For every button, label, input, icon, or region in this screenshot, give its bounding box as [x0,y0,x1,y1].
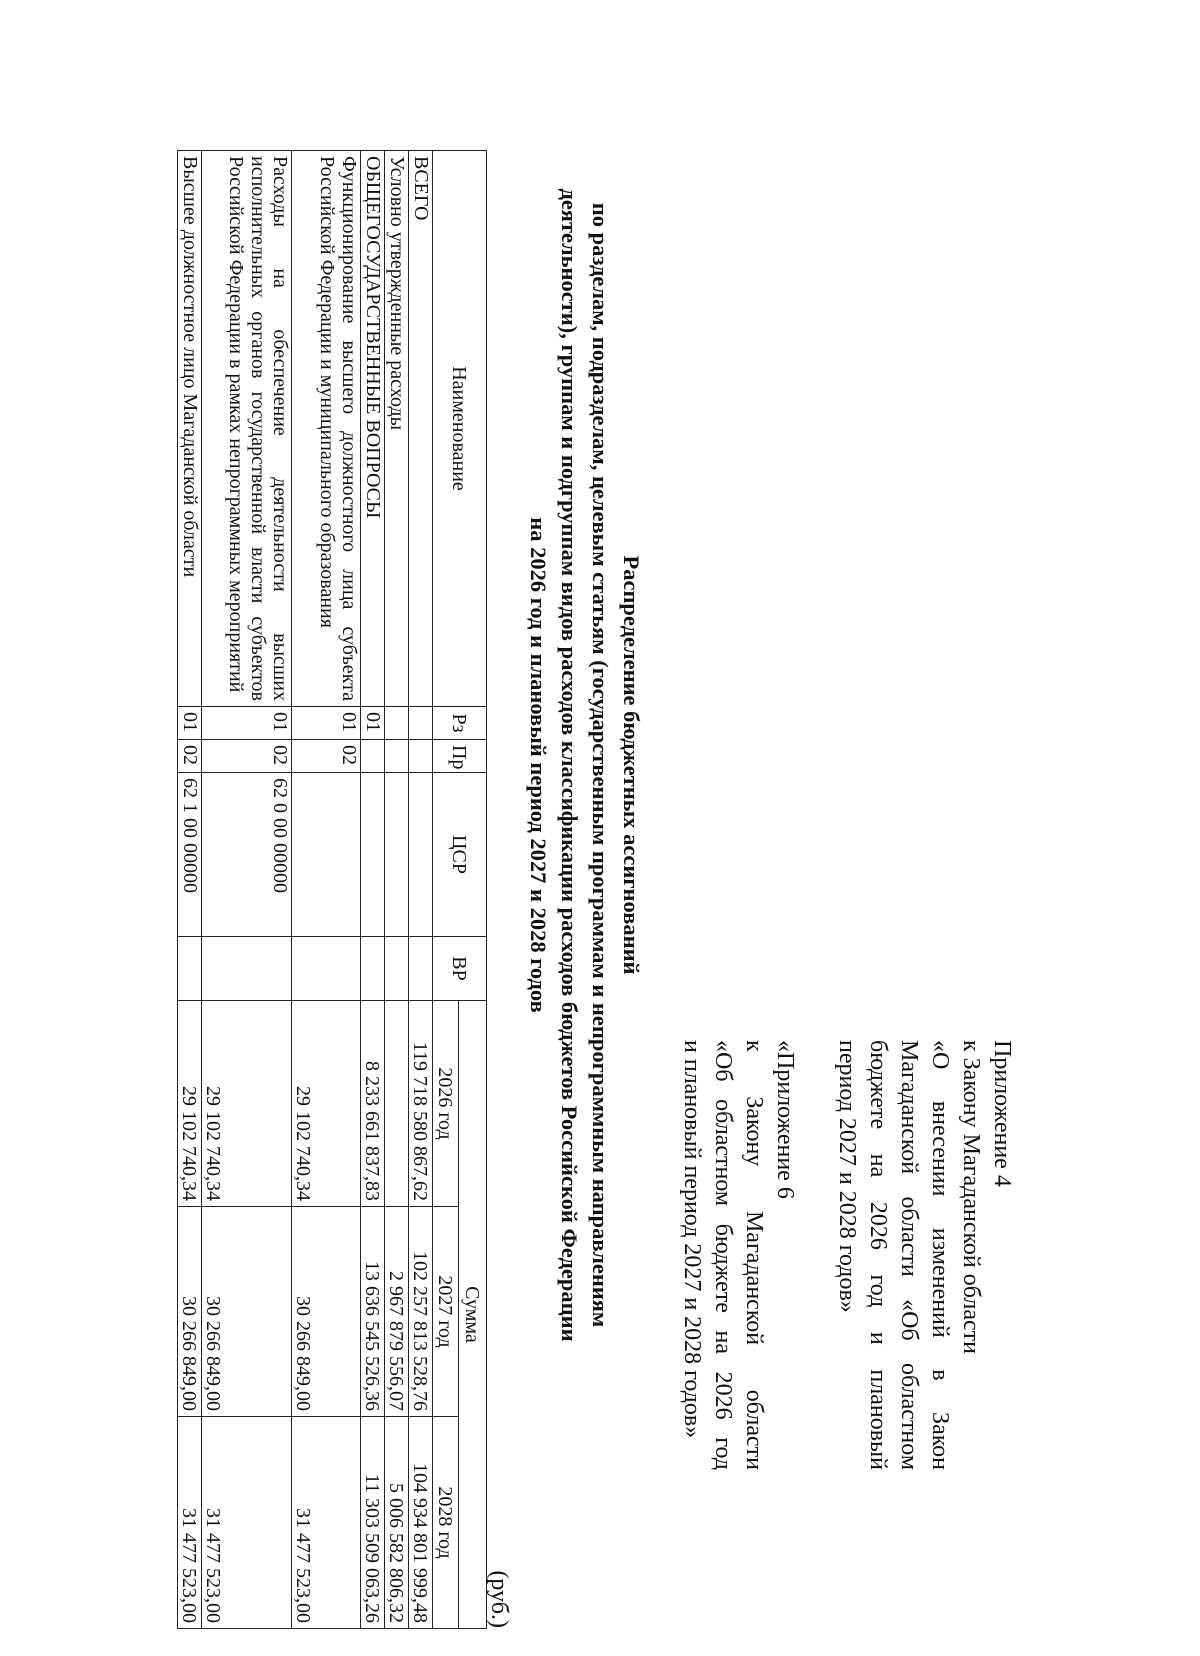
title-line-4: на 2026 год и плановый период 2027 и 2028 годов [526,517,551,1013]
row-rz: 01 [361,707,385,740]
header-2027: 2027 год [433,1207,459,1417]
row-csr: 62 1 00 00000 [178,773,202,937]
appendix-6-line: к Закону Магаданской области [741,1040,767,1470]
row-csr [409,773,433,937]
row-2028: 104 934 801 999,48 [409,1417,433,1629]
row-pr: 02 [178,740,202,773]
table-row [292,151,361,1629]
header-sum: Сумма [459,1001,487,1629]
table-row [385,151,409,1629]
appendix-6-line: «Об областном бюджете на 2026 год [710,1040,736,1470]
row-csr: 62 0 00 00000 [202,773,292,937]
header-pr: Пр [433,740,487,773]
header-2026: 2026 год [433,1001,459,1207]
table-row [361,151,385,1629]
row-2028: 5 006 582 806,32 [385,1417,409,1629]
appendix-6-block [676,1040,800,1470]
title-line-3: деятельности), группам и подгруппам видов расходов классификации расходов бюджетов Российской Федерации [557,188,582,1342]
row-name: ОБЩЕГОСУДАРСТВЕННЫЕ ВОПРОСЫ [361,151,385,707]
header-vr: ВР [433,937,487,1001]
row-2027: 30 266 849,00 [178,1207,202,1417]
row-rz [385,707,409,740]
row-2026: 8 233 661 837,83 [361,1001,385,1207]
table-row [178,151,202,1629]
row-name: Высшее должностное лицо Магаданской области [178,151,202,707]
appendix-4-line: «О внесении изменений в Закон [927,1040,953,1470]
row-vr [361,937,385,1001]
appendix-4-line: период 2027 и 2028 годов» [834,1040,860,1313]
table-row [202,151,292,1629]
row-name: Условно утвержденные расходы [385,151,409,707]
row-vr [385,937,409,1001]
row-rz: 01 [292,707,361,740]
appendix-6-line: «Приложение 6 [772,1040,798,1199]
row-pr: 02 [202,740,292,773]
row-vr [178,937,202,1001]
document-title [523,175,647,1355]
row-csr [385,773,409,937]
row-csr [361,773,385,937]
row-2028: 31 477 523,00 [178,1417,202,1629]
row-name: Функционирование высшего должностного лица субъекта Российской Федерации и муниципального образования [292,151,361,707]
row-2027: 30 266 849,00 [202,1207,292,1417]
row-2027: 13 636 545 526,36 [361,1207,385,1417]
appendix-4-block [831,1040,1017,1470]
row-vr [292,937,361,1001]
budget-table [177,150,487,1629]
row-rz: 01 [202,707,292,740]
row-2028: 11 303 509 063,26 [361,1417,385,1629]
row-2026: 29 102 740,34 [202,1001,292,1207]
title-line-1: Распределение бюджетных ассигнований [619,555,644,975]
row-rz [409,707,433,740]
row-2026 [385,1001,409,1207]
row-2027: 2 967 879 556,07 [385,1207,409,1417]
appendix-4-line: Приложение 4 [989,1040,1015,1187]
row-name: ВСЕГО [409,151,433,707]
row-2026: 119 718 580 867,62 [409,1001,433,1207]
appendix-4-line: Магаданской области «Об областном [896,1040,922,1470]
row-2028: 31 477 523,00 [292,1417,361,1629]
row-name: Расходы на обеспечение деятельности высших исполнительных органов государственной власти субъектов Российской Федерации в рамках непрограммных мероприятий [202,151,292,707]
row-vr [202,937,292,1001]
row-2026: 29 102 740,34 [178,1001,202,1207]
row-pr [361,740,385,773]
row-2026: 29 102 740,34 [292,1001,361,1207]
header-2028: 2028 год [433,1417,459,1629]
row-csr [292,773,361,937]
title-line-2: по разделам, подразделам, целевым статьям (государственным программам и непрограммным направлениям [588,202,613,1328]
row-vr [409,937,433,1001]
appendix-4-line: к Закону Магаданской области [958,1040,984,1354]
row-2027: 30 266 849,00 [292,1207,361,1417]
row-2028: 31 477 523,00 [202,1417,292,1629]
row-pr [409,740,433,773]
row-pr [385,740,409,773]
table-row [409,151,433,1629]
row-pr: 02 [292,740,361,773]
header-name: Наименование [433,151,487,707]
header-csr: ЦСР [433,773,487,937]
row-2027: 102 257 813 528,76 [409,1207,433,1417]
currency-unit: (руб.) [486,1570,512,1628]
row-rz: 01 [178,707,202,740]
appendix-6-line: и плановый период 2027 и 2028 годов» [679,1040,705,1439]
header-rz: Рз [433,707,487,740]
appendix-4-line: бюджете на 2026 год и плановый [865,1040,891,1470]
